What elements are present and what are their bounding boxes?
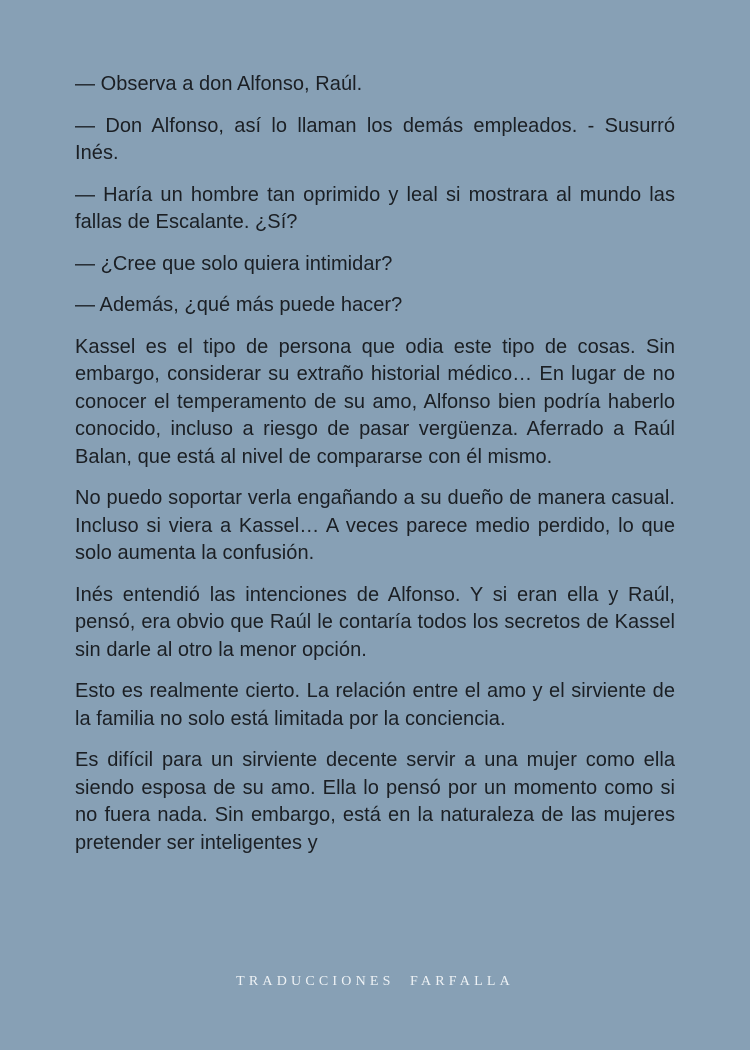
page-body — [75, 71, 675, 871]
paragraph: — Además, ¿qué más puede hacer? — [75, 294, 403, 316]
paragraph: — Observa a don Alfonso, Raúl. — [75, 73, 363, 95]
paragraph: Esto es realmente cierto. La relación entre el amo y el sirviente de la familia no solo está limitada por la conciencia. — [75, 680, 675, 730]
paragraph: Es difícil para un sirviente decente servir a una mujer como ella siendo esposa de su amo. Ella lo pensó por un momento como si no fuera nada. Sin embargo, está en la naturaleza de las mujeres pretender ser inteligentes y — [75, 749, 675, 854]
paragraph: — ¿Cree que solo quiera intimidar? — [75, 252, 393, 275]
paragraph: Kassel es el tipo de persona que odia este tipo de cosas. Sin embargo, considerar su extraño historial médico… En lugar de no conocer el temperamento de su amo, Alfonso bien podría haberlo conocido, incluso a riesgo de pasar vergüenza. Aferrado a Raúl Balan, que está al nivel de compararse con él mismo. — [75, 335, 675, 468]
page-footer: TRADUCCIONES FARFALLA — [236, 974, 514, 989]
paragraph: — Haría un hombre tan oprimido y leal si mostrara al mundo las fallas de Escalante. ¿Sí? — [75, 183, 675, 233]
paragraph: — Don Alfonso, así lo llaman los demás empleados. - Susurró Inés. — [75, 114, 675, 164]
paragraph: Inés entendió las intenciones de Alfonso. Y si eran ella y Raúl, pensó, era obvio que Raúl le contaría todos los secretos de Kassel sin darle al otro la menor opción. — [75, 583, 675, 661]
paragraph: No puedo soportar verla engañando a su dueño de manera casual. Incluso si viera a Kassel… A veces parece medio perdido, lo que solo aumenta la confusión. — [75, 487, 675, 564]
